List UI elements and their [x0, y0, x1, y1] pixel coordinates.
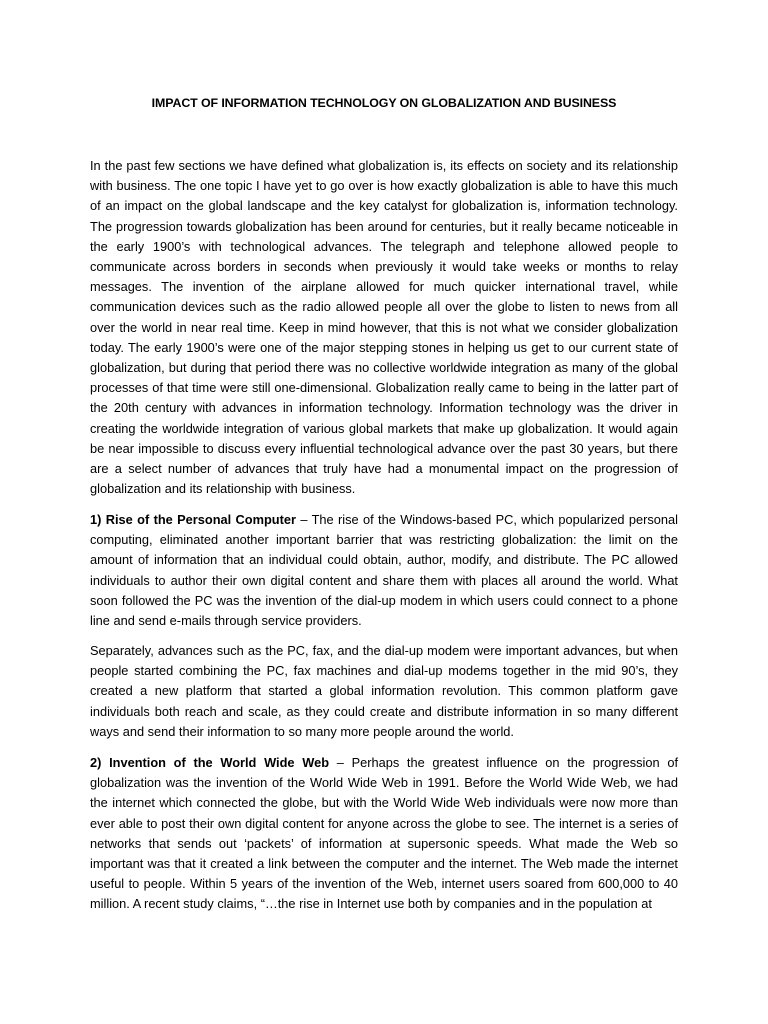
- paragraph-text: – Perhaps the greatest influence on the progression of globalization was the invention of the World Wide Web in 1991. Before the World Wide Web, we had the internet which connected the globe, but with the World Wide Web individuals were now more than ever able to post their own digital content for anyone across the globe to see. The internet is a series of networks that sends out ‘packets’ of information at supersonic speeds. What made the Web so important was that it created a link between the computer and the internet. The Web made the internet useful to people. Within 5 years of the invention of the Web, internet users soared from 600,000 to 40 million. A recent study claims, “…the rise in Internet use both by companies and in the population at: [90, 755, 678, 912]
- section-heading-world-wide-web: 2) Invention of the World Wide Web: [90, 755, 330, 770]
- paragraph-intro: [90, 156, 678, 499]
- paragraph-personal-computer: [90, 510, 678, 631]
- paragraph-platform: [90, 641, 678, 742]
- paragraph-text: Separately, advances such as the PC, fax, and the dial-up modem were important advances, but when people started combining the PC, fax machines and dial-up modems together in the mid 90’s, they created a new platform that started a global information revolution. This common platform gave individuals both reach and scale, as they could create and distribute information in so many different ways and send their information to so many more people around the world.: [90, 643, 678, 739]
- document-title: IMPACT OF INFORMATION TECHNOLOGY ON GLOBALIZATION AND BUSINESS: [151, 96, 617, 110]
- paragraph-text: In the past few sections we have defined what globalization is, its effects on society and its relationship with business. The one topic I have yet to go over is how exactly globalization is able to have this much of an impact on the global landscape and the key catalyst for globalization is, information technology. The progression towards globalization has been around for centuries, but it really became noticeable in the early 1900’s with technological advances. The telegraph and telephone allowed people to communicate across borders in seconds when previously it would take weeks or months to relay messages. The invention of the airplane allowed for much quicker international travel, while communication devices such as the radio allowed people all over the globe to listen to news from all over the world in near real time. Keep in mind however, that this is not what we consider globalization today. The early 1900’s were one of the major stepping stones in helping us get to our current state of globalization, but during that period there was no collective worldwide integration as many of the global processes of that time were still one-dimensional. Globalization really came to being in the latter part of the 20th century with advances in information technology. Information technology was the driver in creating the worldwide integration of various global markets that make up globalization. It would again be near impossible to discuss every influential technological advance over the past 30 years, but there are a select number of advances that truly have had a monumental impact on the progression of globalization and its relationship with business.: [90, 158, 678, 497]
- paragraph-text: – The rise of the Windows-based PC, which popularized personal computing, eliminated another important barrier that was restricting globalization: the limit on the amount of information that an individual could obtain, author, modify, and distribute. The PC allowed individuals to author their own digital content and share them with places all around the world. What soon followed the PC was the invention of the dial-up modem in which users could connect to a phone line and send e-mails through service providers.: [90, 512, 678, 629]
- paragraph-world-wide-web: [90, 753, 678, 915]
- section-heading-personal-computer: 1) Rise of the Personal Computer: [90, 512, 296, 527]
